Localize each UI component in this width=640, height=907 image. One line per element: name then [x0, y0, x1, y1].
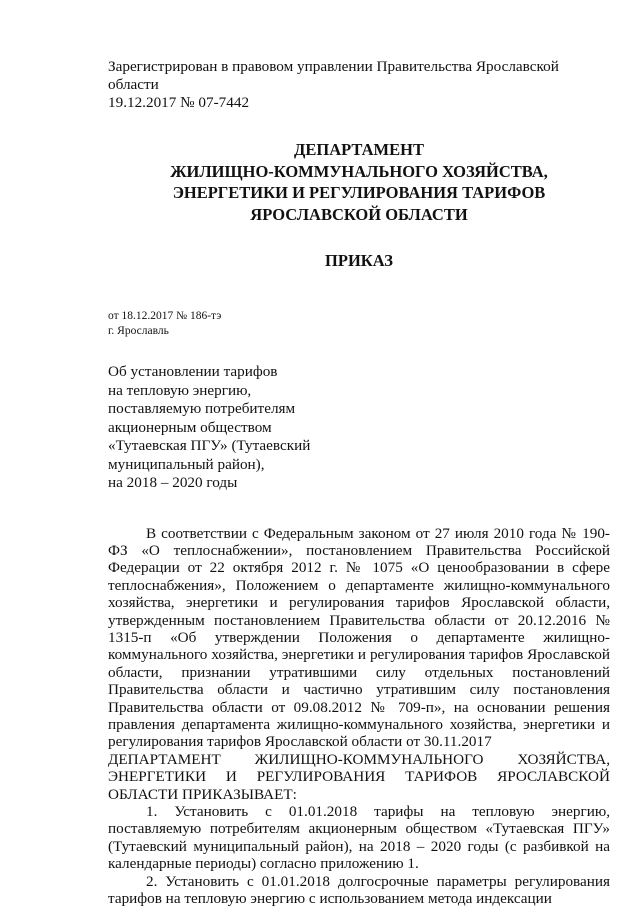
department-line-2: ЖИЛИЩНО-КОММУНАЛЬНОГО ХОЗЯЙСТВА,	[108, 161, 610, 183]
decree-paragraph: ДЕПАРТАМЕНТ ЖИЛИЩНО-КОММУНАЛЬНОГО ХОЗЯЙСТВА, ЭНЕРГЕТИКИ И РЕГУЛИРОВАНИЯ ТАРИФОВ ЯРОСЛАВСКОЙ ОБЛАСТИ ПРИКАЗЫВАЕТ:	[108, 751, 610, 803]
item-1-paragraph: 1. Установить с 01.01.2018 тарифы на тепловую энергию, поставляемую потребителям акционерным обществом «Тутаевская ПГУ» (Тутаевский муниципальный район), на 2018 – 2020 годы (с разбивкой на календарные периоды) согласно приложению 1.	[108, 803, 610, 873]
order-title: ПРИКАЗ	[108, 250, 610, 271]
department-line-1: ДЕПАРТАМЕНТ	[108, 139, 610, 161]
department-line-4: ЯРОСЛАВСКОЙ ОБЛАСТИ	[108, 204, 610, 226]
subject-line-7: на 2018 – 2020 годы	[108, 474, 610, 493]
subject-line-5: «Тутаевская ПГУ» (Тутаевский	[108, 437, 610, 456]
order-body	[108, 525, 610, 907]
order-city: г. Ярославль	[108, 324, 610, 339]
order-date-number: от 18.12.2017 № 186-тэ	[108, 309, 610, 324]
subject-line-3: поставляемую потребителям	[108, 400, 610, 419]
subject-line-6: муниципальный район),	[108, 456, 610, 475]
order-meta	[108, 309, 610, 339]
registration-line-2: 19.12.2017 № 07-7442	[108, 94, 610, 112]
order-subject	[108, 363, 610, 493]
preamble-paragraph: В соответствии с Федеральным законом от 27 июля 2010 года № 190-ФЗ «О теплоснабжении», постановлением Правительства Российской Федерации от 22 октября 2012 г. № 1075 «О ценообразовании в сфере теплоснабжения», Положением о департаменте жилищно-коммунального хозяйства, энергетики и регулирования тарифов Ярославской области, утвержденным постановлением Правительства области от 20.12.2016 № 1315-п «Об утверждении Положения о департаменте жилищно-коммунального хозяйства, энергетики и регулирования тарифов Ярославской области, признании утратившими силу отдельных постановлений Правительства области и частично утратившим силу постановления Правительства области от 09.08.2012 № 709-п», на основании решения правления департамента жилищно-коммунального хозяйства, энергетики и регулирования тарифов Ярославской области от 30.11.2017	[108, 525, 610, 751]
subject-line-4: акционерным обществом	[108, 419, 610, 438]
registration-note	[108, 58, 610, 112]
registration-line-1: Зарегистрирован в правовом управлении Правительства Ярославской области	[108, 58, 610, 94]
subject-line-2: на тепловую энергию,	[108, 382, 610, 401]
department-line-3: ЭНЕРГЕТИКИ И РЕГУЛИРОВАНИЯ ТАРИФОВ	[108, 182, 610, 204]
subject-line-1: Об установлении тарифов	[108, 363, 610, 382]
department-heading	[108, 139, 610, 225]
item-2-paragraph: 2. Установить с 01.01.2018 долгосрочные параметры регулирования тарифов на тепловую энергию с использованием метода индексации	[108, 873, 610, 907]
